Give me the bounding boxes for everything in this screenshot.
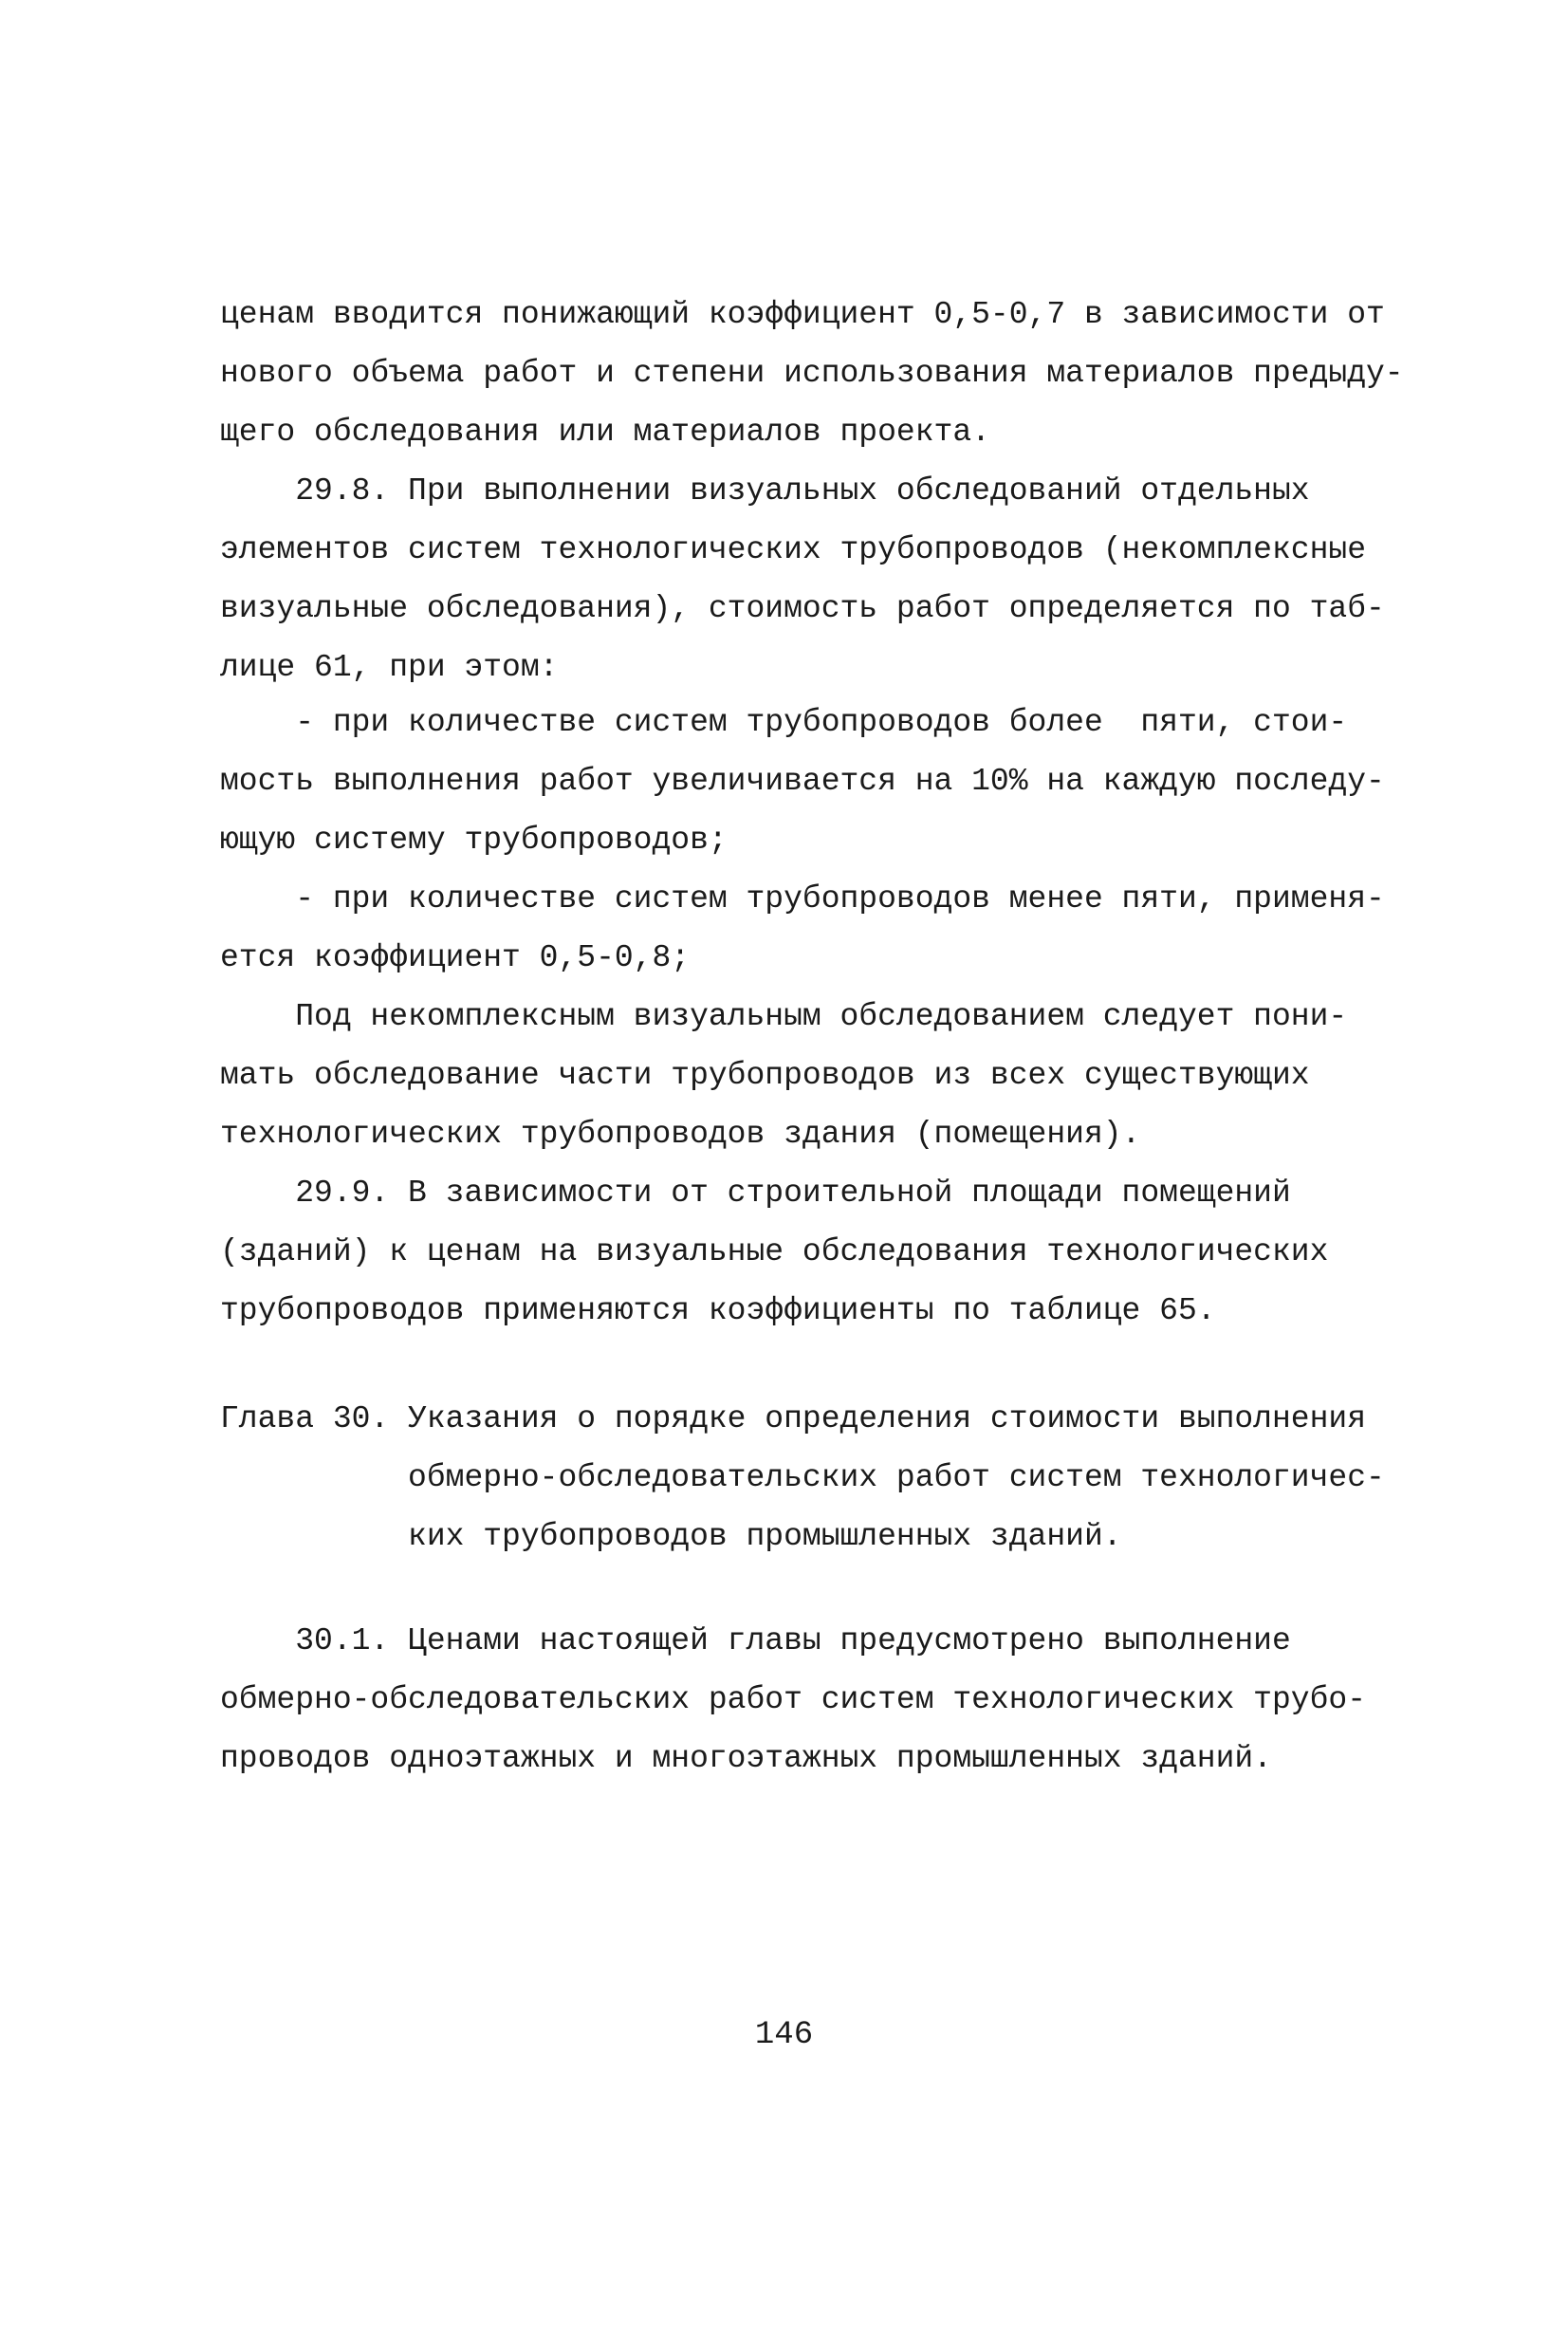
text-line: элементов систем технологических трубопроводов (некомплексные bbox=[220, 532, 1366, 567]
text-line: нового объема работ и степени использования материалов предыду- bbox=[220, 356, 1404, 391]
text-line: мость выполнения работ увеличивается на 10% на каждую последу- bbox=[220, 764, 1385, 799]
clause-30-1-line: 30.1. Ценами настоящей главы предусмотрено выполнение bbox=[220, 1623, 1291, 1658]
list-item-line: - при количестве систем трубопроводов менее пяти, применя- bbox=[220, 881, 1385, 917]
clause-29-8-line: 29.8. При выполнении визуальных обследований отдельных bbox=[220, 473, 1310, 509]
text-line: лице 61, при этом: bbox=[220, 650, 559, 685]
chapter-heading-line: обмерно-обследовательских работ систем технологичес- bbox=[220, 1460, 1385, 1495]
text-line: ется коэффициент 0,5-0,8; bbox=[220, 940, 691, 975]
text-line: щего обследования или материалов проекта. bbox=[220, 415, 990, 450]
text-line: обмерно-обследовательских работ систем технологических трубо- bbox=[220, 1682, 1366, 1717]
text-line: мать обследование части трубопроводов из всех существующих bbox=[220, 1058, 1310, 1093]
definition-line: Под некомплексным визуальным обследованием следует пони- bbox=[220, 999, 1348, 1034]
list-item-line: - при количестве систем трубопроводов более пяти, стои- bbox=[220, 705, 1348, 740]
text-line: ценам вводится понижающий коэффициент 0,5-0,7 в зависимости от bbox=[220, 297, 1385, 332]
chapter-heading-line: ких трубопроводов промышленных зданий. bbox=[220, 1519, 1122, 1554]
text-line: ющую систему трубопроводов; bbox=[220, 823, 728, 858]
text-line: трубопроводов применяются коэффициенты по таблице 65. bbox=[220, 1293, 1216, 1328]
text-line: визуальные обследования), стоимость работ определяется по таб- bbox=[220, 591, 1385, 626]
page-number: 146 bbox=[754, 2017, 814, 2053]
chapter-heading-line: Глава 30. Указания о порядке определения стоимости выполнения bbox=[220, 1401, 1366, 1436]
clause-29-9-line: 29.9. В зависимости от строительной площади помещений bbox=[220, 1176, 1291, 1211]
text-line: (зданий) к ценам на визуальные обследования технологических bbox=[220, 1234, 1329, 1269]
text-line: проводов одноэтажных и многоэтажных промышленных зданий. bbox=[220, 1741, 1272, 1776]
text-line: технологических трубопроводов здания (помещения). bbox=[220, 1117, 1141, 1152]
